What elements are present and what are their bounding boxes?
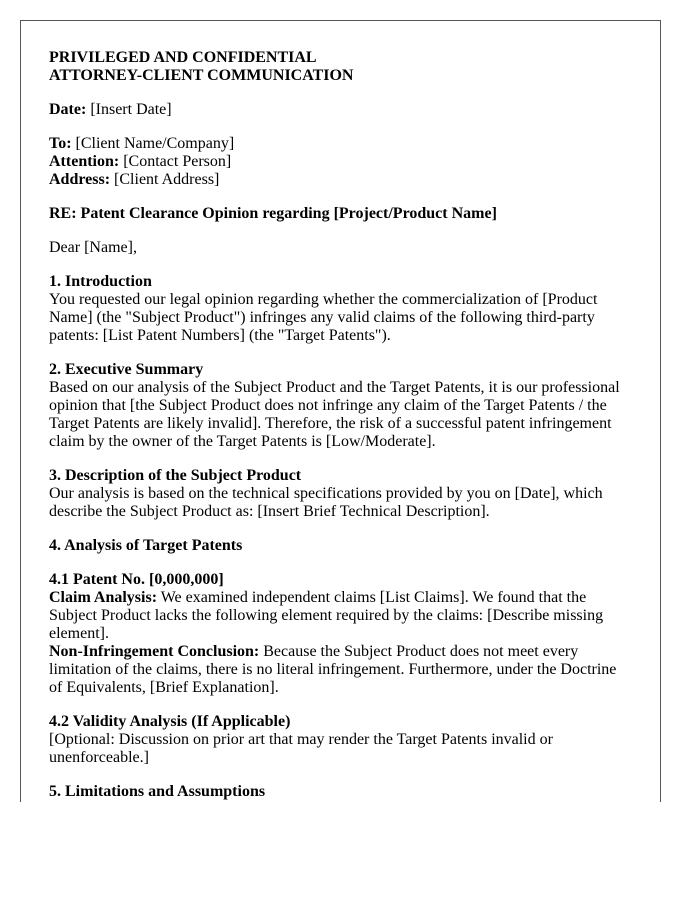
- attention-label: Attention:: [49, 153, 120, 170]
- to-value: [Client Name/Company]: [75, 135, 235, 152]
- letter-document: [20, 20, 661, 802]
- section-limitations: [49, 783, 630, 801]
- conclusion-label: Non-Infringement Conclusion:: [49, 643, 260, 660]
- recipient-block: [49, 135, 630, 189]
- section-heading: 5. Limitations and Assumptions: [49, 783, 266, 800]
- address-value: [Client Address]: [114, 171, 220, 188]
- section-introduction: [49, 273, 630, 345]
- claim-analysis-body: We examined independent claims [List Claims]. We found that the Subject Product lacks the following element required by the claims: [Describe missing element].: [49, 589, 604, 642]
- section-body: Our analysis is based on the technical specifications provided by you on [Date], which describe the Subject Product as: [Insert Brief Technical Description].: [49, 485, 603, 520]
- section-description: [49, 467, 630, 521]
- confidentiality-header: [49, 49, 630, 85]
- section-validity: [49, 713, 630, 767]
- claim-analysis-label: Claim Analysis:: [49, 589, 158, 606]
- salutation: Dear [Name],: [49, 239, 137, 256]
- to-label: To:: [49, 135, 72, 152]
- section-analysis: [49, 537, 630, 555]
- header-line-2: ATTORNEY-CLIENT COMMUNICATION: [49, 67, 354, 84]
- address-label: Address:: [49, 171, 111, 188]
- date-value: [Insert Date]: [90, 101, 172, 118]
- section-heading: 4.2 Validity Analysis (If Applicable): [49, 713, 291, 730]
- section-heading: 2. Executive Summary: [49, 361, 204, 378]
- conclusion-body: Because the Subject Product does not meet every limitation of the claims, there is no literal infringement. Furthermore, under the Doctrine of Equivalents, [Brief Explanation].: [49, 643, 617, 696]
- section-heading: 4. Analysis of Target Patents: [49, 537, 243, 554]
- section-heading: 1. Introduction: [49, 273, 152, 290]
- date-label: Date:: [49, 101, 87, 118]
- section-body: [Optional: Discussion on prior art that may render the Target Patents invalid or unenforceable.]: [49, 731, 553, 766]
- section-executive-summary: [49, 361, 630, 451]
- date-line: [49, 101, 630, 119]
- section-body: Based on our analysis of the Subject Product and the Target Patents, it is our professional opinion that [the Subject Product does not infringe any claim of the Target Patents / the Target Patents are likely invalid]. Therefore, the risk of a successful patent infringement claim by the owner of the Target Patents is [Low/Moderate].: [49, 379, 620, 450]
- re-text: RE: Patent Clearance Opinion regarding [Project/Product Name]: [49, 205, 497, 222]
- section-heading: 4.1 Patent No. [0,000,000]: [49, 571, 224, 588]
- section-heading: 3. Description of the Subject Product: [49, 467, 302, 484]
- section-patent: [49, 571, 630, 697]
- attention-value: [Contact Person]: [123, 153, 232, 170]
- re-line: [49, 205, 630, 223]
- header-line-1: PRIVILEGED AND CONFIDENTIAL: [49, 49, 317, 66]
- section-body: You requested our legal opinion regarding whether the commercialization of [Product Name] (the "Subject Product") infringes any valid claims of the following third-party patents: [List Patent Numbers] (the "Target Patents").: [49, 291, 598, 344]
